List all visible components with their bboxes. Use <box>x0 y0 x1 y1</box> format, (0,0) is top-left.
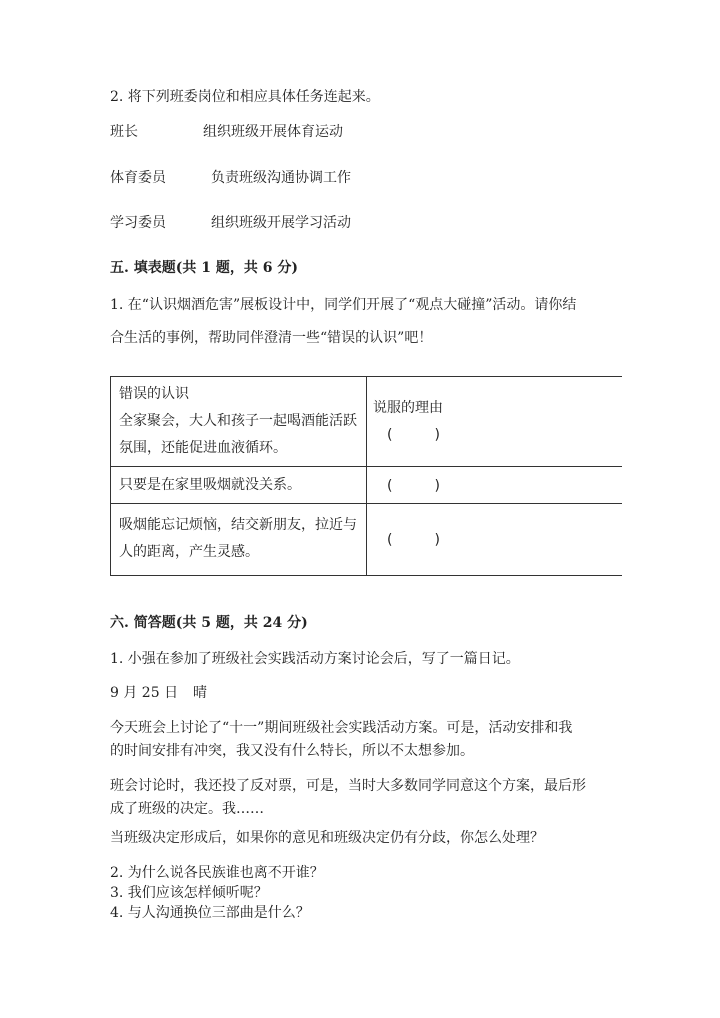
diary-para1-line1: 今天班会上讨论了“十一”期间班级社会实践活动方案。可是，活动安排和我 <box>110 720 573 736</box>
diary-para1-line2: 的时间安排有冲突，我又没有什么特长，所以不太想参加。 <box>110 743 474 759</box>
misconception-1-line2: 氛围，还能促进血液循环。 <box>119 440 287 457</box>
diary-question: 当班级决定形成后，如果你的意见和班级决定仍有分歧，你怎么处理？ <box>110 830 544 846</box>
table-cell-reason <box>367 503 623 575</box>
misconception-3-line2: 人的距离，产生灵感。 <box>119 544 259 561</box>
section-5-q1-line1: 1. 在“认识烟酒危害”展板设计中，同学们开展了“观点大碰撞”活动。请你结 <box>110 297 577 313</box>
section-6-heading: 六. 简答题(共 5 题，共 24 分) <box>110 615 308 631</box>
answer-blank[interactable]: ( ) <box>387 426 440 443</box>
question-2-title: 2. 将下列班委岗位和相应具体任务连起来。 <box>110 89 380 105</box>
misconception-1-line1: 全家聚会，大人和孩子一起喝酒能活跃 <box>119 413 357 430</box>
misconception-table <box>110 376 622 576</box>
section-6-q1: 1. 小强在参加了班级社会实践活动方案讨论会后，写了一篇日记。 <box>110 651 520 667</box>
diary-weather: 晴 <box>193 685 207 701</box>
table-cell-misconception <box>111 503 367 575</box>
diary-para2-line2: 成了班级的决定。我…… <box>110 801 264 817</box>
table-cell-misconception <box>111 377 367 467</box>
table-cell-reason <box>367 377 623 467</box>
section-6-q2: 2. 为什么说各民族谁也离不开谁？ <box>110 865 324 881</box>
match-role-study-committee: 学习委员 <box>110 215 166 231</box>
match-role-monitor: 班长 <box>110 124 138 140</box>
section-6-q4: 4. 与人沟通换位三部曲是什么？ <box>110 905 310 921</box>
diary-para2-line1: 班会讨论时，我还投了反对票，可是，当时大多数同学同意这个方案，最后形 <box>110 778 586 794</box>
table-cell-reason <box>367 467 623 503</box>
table-row <box>111 377 623 467</box>
table-header-reason: 说服的理由 <box>373 399 443 416</box>
answer-blank[interactable]: ( ) <box>387 478 440 495</box>
section-5-q1-line2: 合生活的事例，帮助同伴澄清一些“错误的认识”吧！ <box>110 330 433 346</box>
table-row <box>111 467 623 503</box>
match-role-sports-committee: 体育委员 <box>110 170 166 186</box>
match-task-study: 组织班级开展学习活动 <box>211 215 351 231</box>
answer-blank[interactable]: ( ) <box>387 532 440 549</box>
match-task-communication: 负责班级沟通协调工作 <box>211 170 351 186</box>
table-header-misconception: 错误的认识 <box>119 386 189 403</box>
table-cell-misconception <box>111 467 367 503</box>
table-row <box>111 503 623 575</box>
section-6-q3: 3. 我们应该怎样倾听呢？ <box>110 885 268 901</box>
diary-date: 9 月 25 日 <box>110 685 179 701</box>
misconception-3-line1: 吸烟能忘记烦恼，结交新朋友，拉近与 <box>119 517 357 534</box>
section-5-heading: 五. 填表题(共 1 题，共 6 分) <box>110 260 298 276</box>
match-task-sports: 组织班级开展体育运动 <box>203 124 343 140</box>
misconception-2: 只要是在家里吸烟就没关系。 <box>119 476 301 493</box>
